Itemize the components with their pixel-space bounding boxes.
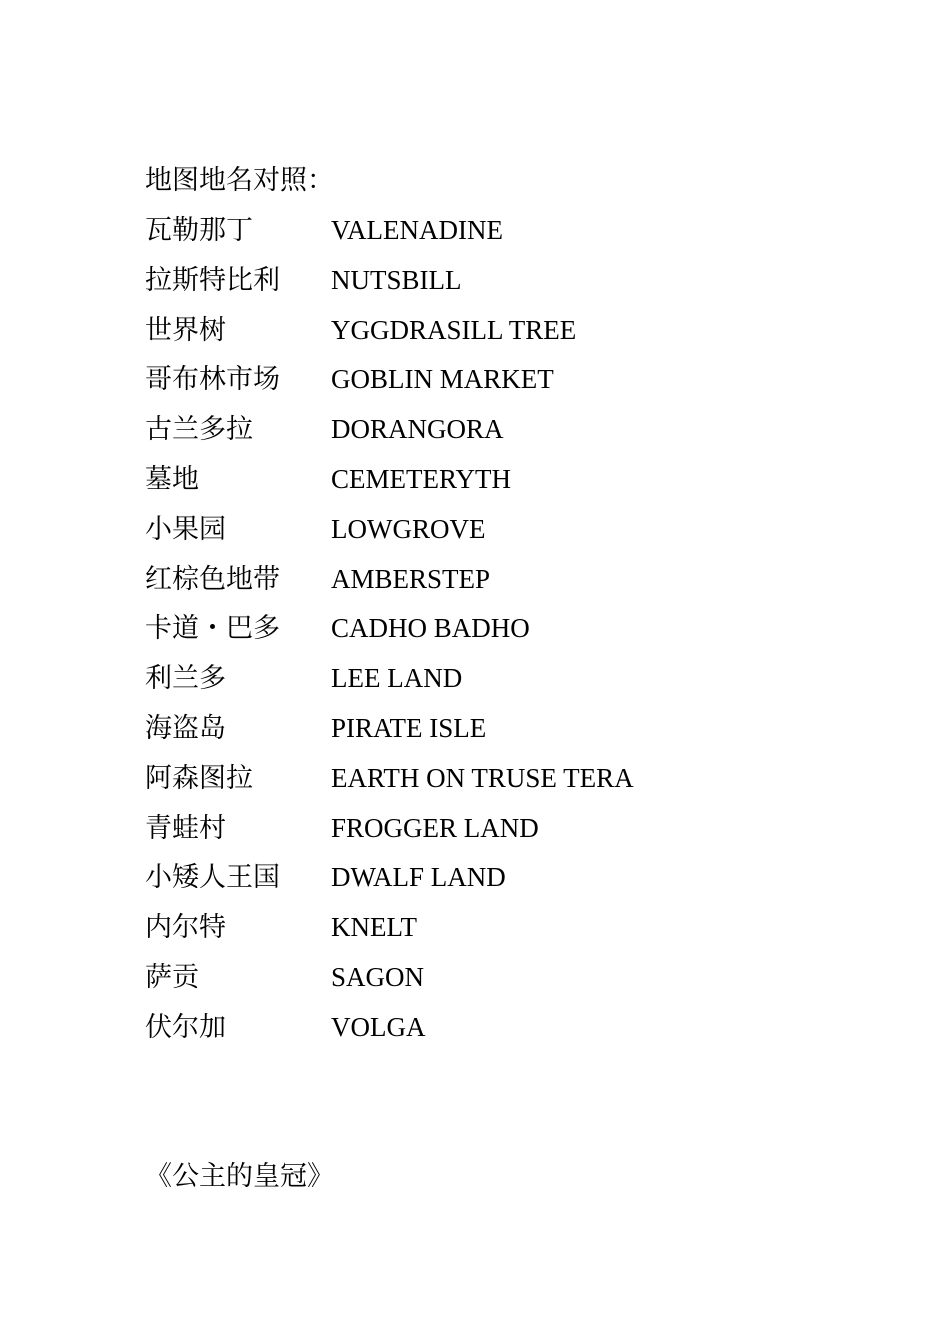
chinese-place-name: 红棕色地带 [145, 563, 280, 594]
book-title: 《公主的皇冠》 [145, 1161, 334, 1191]
table-row [145, 909, 845, 959]
english-place-name: LOWGROVE [331, 513, 486, 544]
english-place-name: CADHO BADHO [331, 613, 530, 644]
chinese-place-name: 世界树 [145, 314, 226, 345]
table-row [145, 610, 845, 660]
english-place-name: PIRATE ISLE [331, 712, 487, 743]
chinese-place-name: 青蛙村 [145, 812, 226, 843]
english-place-name: YGGDRASILL TREE [331, 314, 577, 345]
english-place-name: EARTH ON TRUSE TERA [331, 762, 634, 793]
table-row [145, 511, 845, 561]
table-row [145, 561, 845, 611]
table-row [145, 461, 845, 511]
chinese-place-name: 海盗岛 [145, 712, 226, 743]
english-place-name: LEE LAND [331, 663, 463, 694]
chinese-place-name: 内尔特 [145, 912, 226, 943]
table-row [145, 262, 845, 312]
table-row [145, 710, 845, 760]
chinese-place-name: 利兰多 [145, 663, 226, 694]
section-heading: 地图地名对照： [145, 165, 334, 195]
table-row [145, 312, 845, 362]
english-place-name: AMBERSTEP [331, 563, 491, 594]
table-row [145, 810, 845, 860]
chinese-place-name: 萨贡 [145, 961, 199, 992]
chinese-place-name: 哥布林市场 [145, 364, 280, 395]
english-place-name: GOBLIN MARKET [331, 364, 554, 395]
english-place-name: SAGON [331, 961, 425, 992]
chinese-place-name: 墓地 [145, 463, 199, 494]
table-row [145, 660, 845, 710]
place-name-table [145, 212, 845, 1059]
english-place-name: KNELT [331, 912, 417, 943]
chinese-place-name: 小矮人王国 [145, 862, 280, 893]
chinese-place-name: 伏尔加 [145, 1011, 226, 1042]
chinese-place-name: 拉斯特比利 [145, 264, 280, 295]
english-place-name: CEMETERYTH [331, 463, 511, 494]
table-row [145, 411, 845, 461]
table-row [145, 859, 845, 909]
english-place-name: DWALF LAND [331, 862, 506, 893]
table-row [145, 959, 845, 1009]
chinese-place-name: 瓦勒那丁 [145, 215, 253, 245]
english-place-name: FROGGER LAND [331, 812, 539, 843]
chinese-place-name: 卡道・巴多 [145, 613, 280, 644]
chinese-place-name: 小果园 [145, 513, 226, 544]
english-place-name: DORANGORA [331, 414, 504, 445]
table-row [145, 361, 845, 411]
table-row [145, 212, 845, 262]
chinese-place-name: 古兰多拉 [145, 414, 253, 445]
english-place-name: VOLGA [331, 1011, 426, 1042]
table-row [145, 1009, 845, 1059]
english-place-name: VALENADINE [331, 215, 503, 245]
chinese-place-name: 阿森图拉 [145, 762, 253, 793]
table-row [145, 760, 845, 810]
english-place-name: NUTSBILL [331, 264, 462, 295]
